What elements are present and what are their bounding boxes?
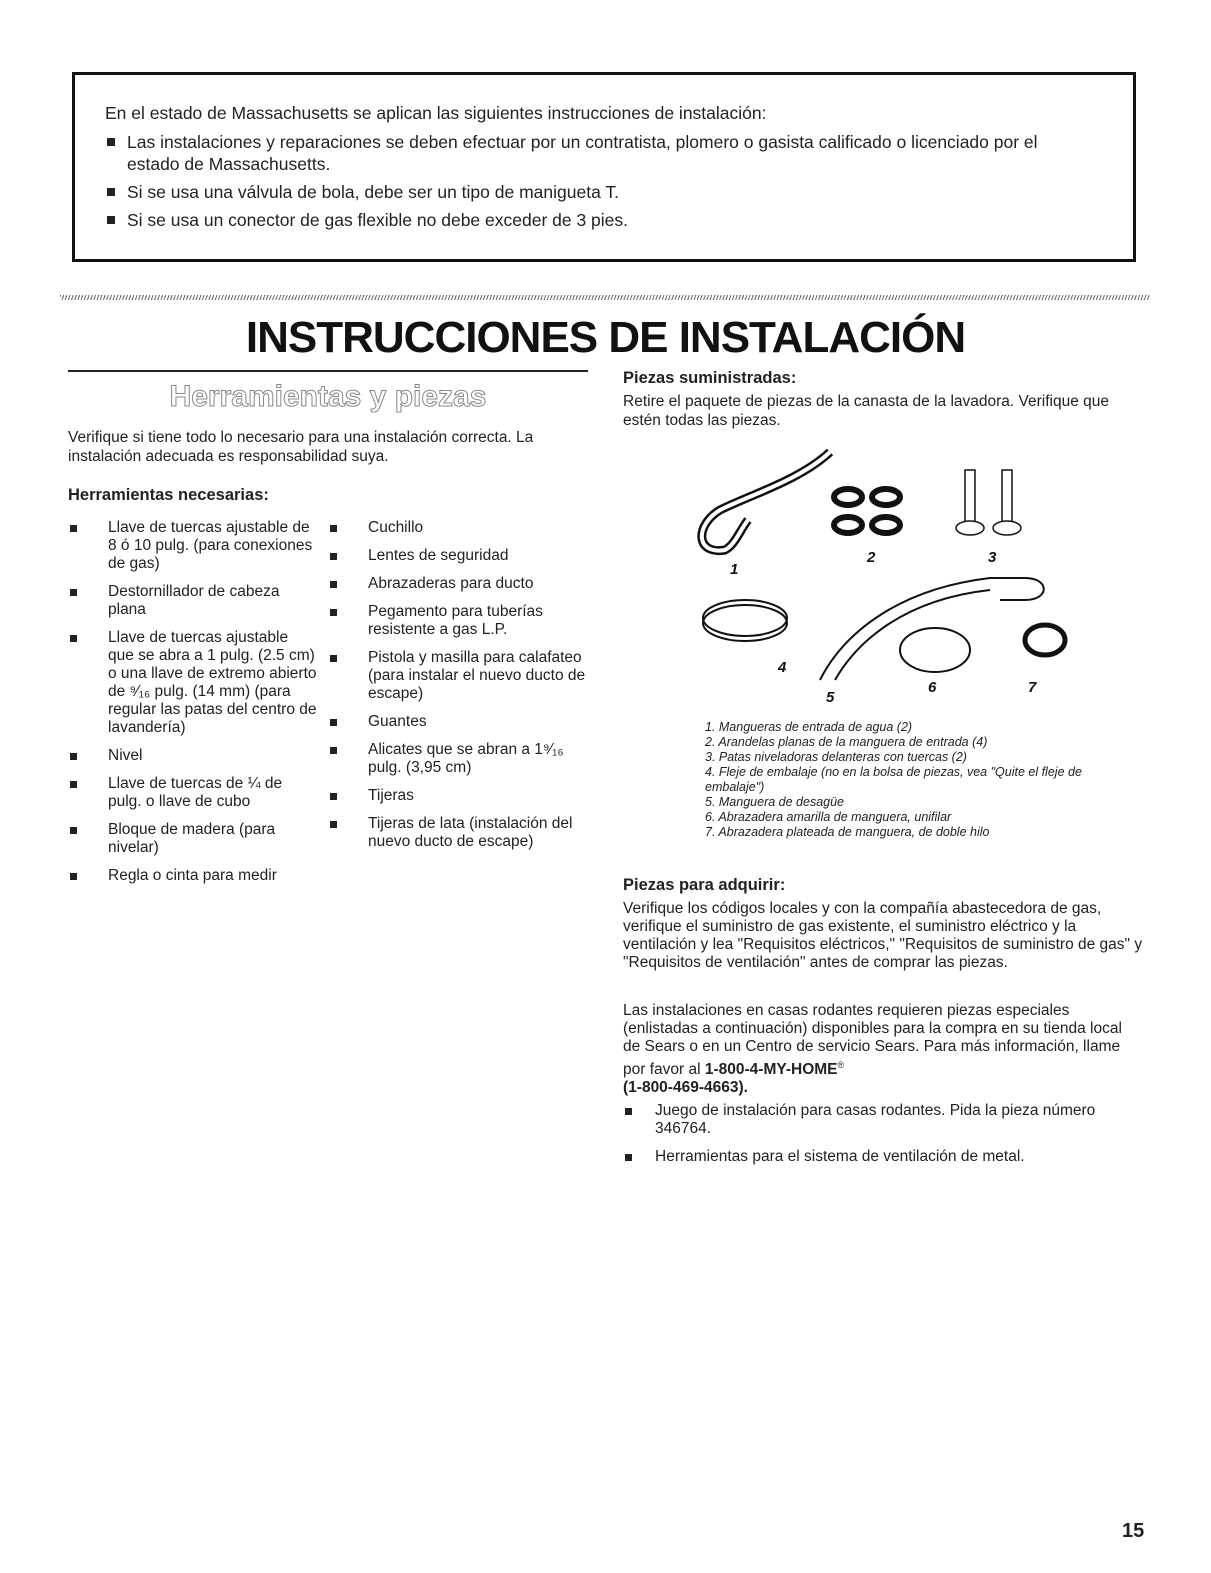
list-item: Pegamento para tuberías resistente a gas L.P. bbox=[328, 603, 588, 639]
list-item: Nivel bbox=[68, 747, 318, 765]
list-item: Cuchillo bbox=[328, 519, 588, 537]
decorative-divider bbox=[60, 295, 1150, 300]
parts-illustration bbox=[690, 440, 1090, 710]
notice-item: Si se usa una válvula de bola, debe ser un tipo de manigueta T. bbox=[105, 181, 1093, 203]
mobile-home-text: Las instalaciones en casas rodantes requieren piezas especiales (enlistadas a continuación) disponibles para la compra en su tienda local de Sears o en un Centro de servicio Sears. Para más información, llame por favor al 1-800-4-MY-HOME® (1-800-469-4663). bbox=[623, 1002, 1122, 1097]
legend-item: 2. Arandelas planas de la manguera de entrada (4) bbox=[705, 735, 988, 749]
list-item: Llave de tuercas de ¼ de pulg. o llave de cubo bbox=[68, 775, 318, 811]
legend-item: 4. Fleje de embalaje (no en la bolsa de piezas, vea "Quite el fleje de embalaje") bbox=[705, 765, 1082, 794]
washers-drawing bbox=[834, 489, 900, 533]
notice-item: Las instalaciones y reparaciones se deben efectuar por un contratista, plomero o gasista calificado o licenciado por el estado de Massachusetts. bbox=[105, 131, 1093, 175]
list-item: Llave de tuercas ajustable que se abra a 1 pulg. (2.5 cm) o una llave de extremo abierto de ⁹⁄₁₆ pulg. (14 mm) (para regular las patas del centro de lavandería) bbox=[68, 629, 318, 737]
inlet-hoses-drawing bbox=[702, 452, 830, 551]
tools-parts-heading: Herramientas y piezas bbox=[169, 380, 487, 413]
list-item: Tijeras de lata (instalación del nuevo ducto de escape) bbox=[328, 815, 588, 851]
list-item: Alicates que se abran a 1⁹⁄₁₆ pulg. (3,95 cm) bbox=[328, 741, 588, 777]
parts-legend bbox=[705, 720, 1125, 840]
figure-label: 4 bbox=[778, 659, 787, 676]
list-item: Destornillador de cabeza plana bbox=[68, 583, 318, 619]
list-item: Herramientas para el sistema de ventilación de metal. bbox=[623, 1148, 1143, 1166]
list-item: Guantes bbox=[328, 713, 588, 731]
shipping-strap-drawing bbox=[703, 600, 787, 641]
list-item: Tijeras bbox=[328, 787, 588, 805]
list-item: Abrazaderas para ducto bbox=[328, 575, 588, 593]
parts-supplied-heading: Piezas suministradas: bbox=[623, 369, 797, 387]
legend-item: 3. Patas niveladoras delanteras con tuercas (2) bbox=[705, 750, 967, 764]
page-number: 15 bbox=[1122, 1520, 1145, 1542]
list-item: Bloque de madera (para nivelar) bbox=[68, 821, 318, 857]
notice-item: Si se usa un conector de gas flexible no debe exceder de 3 pies. bbox=[105, 209, 1093, 231]
figure-label: 2 bbox=[867, 549, 876, 566]
parts-to-buy-text: Verifique los códigos locales y con la compañía abastecedora de gas, verifique el suministro de gas existente, el suministro eléctrico y la ventilación y lea "Requisitos eléctricos," "Requisitos de suministro de gas" y "Requisitos de ventilación" antes de comprar las piezas. bbox=[623, 900, 1143, 971]
list-item: Pistola y masilla para calafateo (para instalar el nuevo ducto de escape) bbox=[328, 649, 588, 703]
legend-item: 7. Abrazadera plateada de manguera, de doble hilo bbox=[705, 825, 990, 839]
leveling-legs-drawing bbox=[956, 470, 1021, 535]
figure-label: 1 bbox=[730, 561, 739, 578]
figure-label: 3 bbox=[988, 549, 997, 566]
legend-item: 5. Manguera de desagüe bbox=[705, 795, 844, 809]
notice-intro: En el estado de Massachusetts se aplican las siguientes instrucciones de instalación: bbox=[105, 103, 767, 123]
list-item: Juego de instalación para casas rodantes. Pida la pieza número 346764. bbox=[623, 1102, 1143, 1138]
list-item: Lentes de seguridad bbox=[328, 547, 588, 565]
page-title: INSTRUCCIONES DE INSTALACIÓN bbox=[245, 313, 966, 362]
phone-number-numeric: (1-800-469-4663). bbox=[623, 1079, 748, 1097]
figure-label: 7 bbox=[1028, 679, 1037, 696]
tools-intro: Verifique si tiene todo lo necesario para una instalación correcta. La instalación adecuada es responsabilidad suya. bbox=[68, 429, 534, 465]
list-item: Regla o cinta para medir bbox=[68, 867, 318, 885]
list-item: Llave de tuercas ajustable de 8 ó 10 pulg. (para conexiones de gas) bbox=[68, 519, 318, 573]
parts-to-buy-list bbox=[623, 1102, 1143, 1176]
parts-supplied-text: Retire el paquete de piezas de la canasta de la lavadora. Verifique que estén todas las piezas. bbox=[623, 393, 1110, 429]
yellow-clamp-drawing bbox=[900, 628, 970, 672]
tools-needed-heading: Herramientas necesarias: bbox=[68, 486, 269, 504]
legend-item: 1. Mangueras de entrada de agua (2) bbox=[705, 720, 913, 734]
tools-list-col2 bbox=[328, 519, 588, 861]
silver-clamp-drawing bbox=[1025, 625, 1065, 655]
figure-label: 6 bbox=[928, 679, 937, 696]
massachusetts-notice-box bbox=[72, 72, 1136, 262]
notice-list bbox=[105, 131, 1093, 231]
section-rule bbox=[68, 370, 588, 372]
tools-list-col1 bbox=[68, 519, 318, 895]
parts-to-buy-heading: Piezas para adquirir: bbox=[623, 876, 786, 894]
phone-number: 1-800-4-MY-HOME bbox=[704, 1061, 838, 1079]
legend-item: 6. Abrazadera amarilla de manguera, unifilar bbox=[705, 810, 952, 824]
figure-label: 5 bbox=[826, 689, 835, 706]
